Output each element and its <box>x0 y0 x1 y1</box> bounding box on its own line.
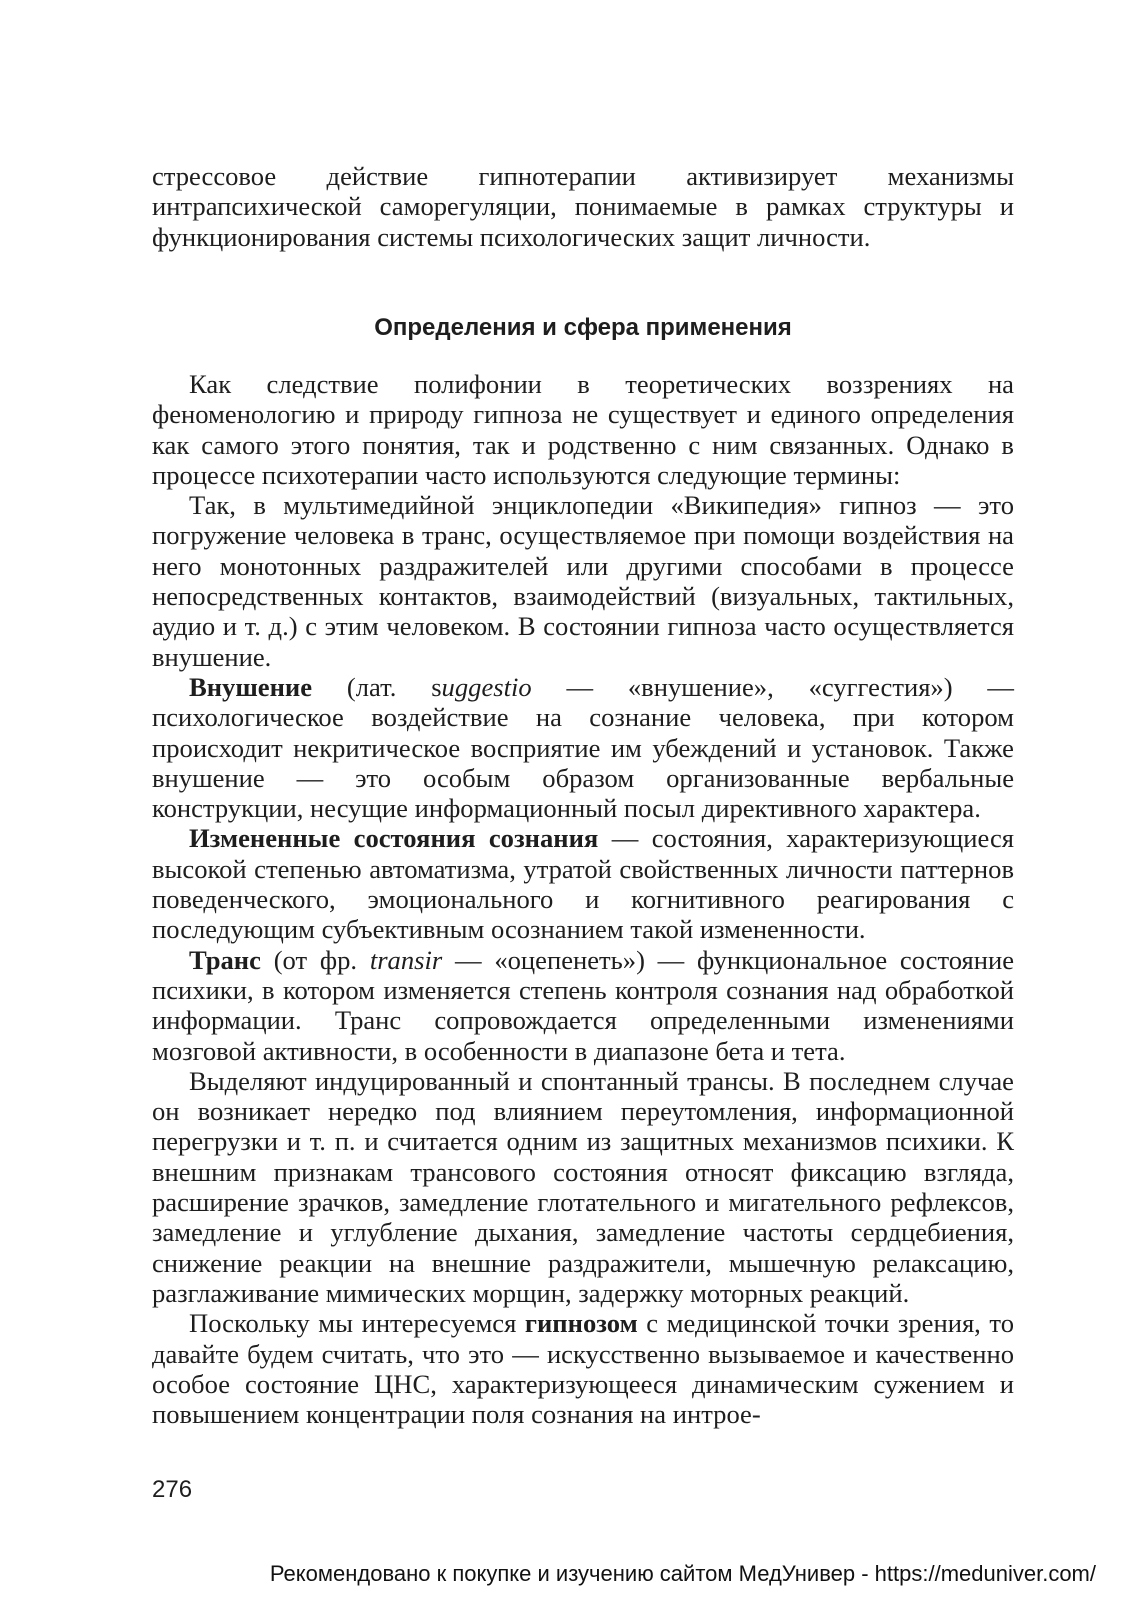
term-altered-states: Измененные состояния сознания <box>189 823 599 854</box>
paragraph-trance-types: Выделяют индуцированный и спонтанный трансы. В последнем случае он возникает нередко под влиянием переутомления, информационной перегрузки и т. п. и считается одним из защитных механизмов психики. К внешним признакам трансового состояния относят фиксацию взгляда, расширение зрачков, замедление глотательного и мигательного рефлексов, замедление и углубление дыхания, замедление частоты сердцебиения, снижение реакции на внешние раздражители, мышечную релаксацию, разглаживание мимических морщин, задержку моторных реакций. <box>152 1065 1014 1308</box>
paragraph-hypnosis: Поскольку мы интересуемся гипнозом с медицинской точки зрения, то давайте будем считать, что это — искусственно вызываемое и качественно особое состояние ЦНС, характеризующееся динамическим сужением и повышением концентрации поля сознания на интрое- <box>152 1308 1014 1430</box>
paragraph-1: Как следствие полифонии в теоретических воззрениях на феноменологию и природу гипноза не существует и единого определения как самого этого понятия, так и родственно с ним связанных. Однако в процессе психотерапии часто используются следующие термины: <box>152 369 1014 490</box>
section-body <box>152 369 1014 1429</box>
french-word: transir <box>369 944 443 975</box>
paragraph-suggestion: Внушение (лат. suggestio — «внушение», «суггестия») — психологическое воздействие на сознание человека, при котором происходит некритическое восприятие им убеждений и установок. Также внушение — это особым образом организованные вербальные конструкции, несущие информационный посыл директивного характера. <box>152 671 1014 824</box>
term-hypnosis: гипнозом <box>524 1308 638 1339</box>
paragraph-2: Так, в мультимедийной энциклопедии «Википедия» гипноз — это погружение человека в транс, осуществляемое при помощи воздействия на него монотонных раздражителей или другими способами в процессе непосредственных контактов, взаимодействий (визуальных, тактильных, аудио и т. д.) с этим человеком. В состоянии гипноза часто осуществляется внушение. <box>152 490 1014 672</box>
footer-watermark: Рекомендовано к покупке и изучению сайтом МедУнивер - https://meduniver.com/ <box>269 1561 1096 1586</box>
term-suggestion: Внушение <box>189 671 313 702</box>
page-number: 276 <box>152 1476 193 1503</box>
section-heading: Определения и сфера применения <box>374 314 792 341</box>
intro-continuation: стрессовое действие гипнотерапии активизирует механизмы интрапсихической саморегуляции, понимаемые в рамках структуры и функционирования системы психологических защит личности. <box>152 161 1014 252</box>
latin-word: uggestio <box>441 671 532 702</box>
term-trance: Транс <box>189 944 261 975</box>
paragraph-altered-states: Измененные состояния сознания — состояния, характеризующиеся высокой степенью автоматизма, утратой свойственных личности паттернов поведенческого, эмоционального и когнитивного реагирования с последующим субъективным осознанием такой измененности. <box>152 823 1014 945</box>
paragraph-trance: Транс (от фр. transir — «оцепенеть») — функциональное состояние психики, в котором изменяется степень контроля сознания над обработкой информации. Транс сопровождается определенными изменениями мозговой активности, в особенности в диапазоне бета и тета. <box>152 944 1015 1066</box>
intro-text <box>152 161 1014 252</box>
